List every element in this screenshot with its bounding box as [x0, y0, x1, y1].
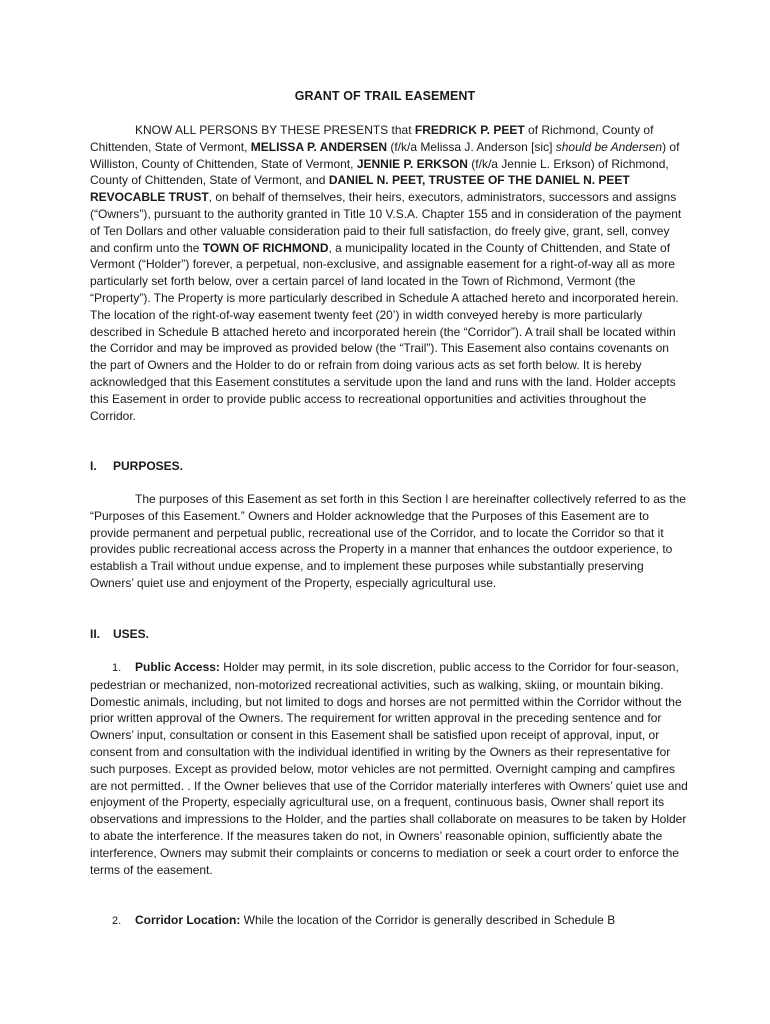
intro-text: (f/k/a Melissa J. Anderson [sic] [387, 139, 556, 154]
intro-text: ) of Williston, County of Chittenden, State of Vermont, [90, 139, 680, 171]
section-heading-uses [90, 627, 149, 641]
purposes-paragraph: The purposes of this Easement as set forth in this Section I are hereinafter collectively referred to as the “Purposes of this Easement.” Owners and Holder acknowledge that the Purposes of this Easement are to provide permanent and perpetual public, recreational use of the Corridor, and to locate the Corridor so that it provides public recreational access across the Property in a manner that enhances the outdoor experience, to establish a Trail without undue expense, and to implement these purposes while substantially preserving Owners’ quiet use and enjoyment of the Property, especially agricultural use. [90, 492, 686, 590]
intro-text: KNOW ALL PERSONS BY THESE PRESENTS that [135, 123, 415, 137]
intro-text: , a municipality located in the County of Chittenden, and State of Vermont (“Holder”) forever, a perpetual, non-exclusive, and assignable easement for a right-of-way all as more particularly set forth below, over a certain parcel of land located in the Town of Richmond, Vermont (the “Property”). The Property is more particularly described in Schedule A attached hereto and incorporated herein. The location of the right-of-way easement twenty feet (20’) in width conveyed hereby is more particularly described in Schedule B attached hereto and incorporated herein (the “Corridor”). A trail shall be located within the Corridor and may be improved as provided below (the “Trail”). This Easement also contains covenants on the part of Owners and the Holder to do or refrain from doing various acts as set forth below. It is hereby acknowledged that this Easement constitutes a servitude upon the land and runs with the land. Holder accepts this Easement in order to provide public access to recreational opportunities and activities throughout the Corridor. [90, 240, 679, 423]
intro-text: (f/k/a Jennie L. Erkson) of Richmond, County of Chittenden, State of Vermont, and [90, 156, 669, 188]
item-title: Public Access: [135, 660, 220, 674]
item-text: Holder may permit, in its sole discretion, public access to the Corridor for four-season, pedestrian or mechanized, non-motorized recreational activities, such as walking, skiing, or mountain biking. Domestic animals, including, but not limited to dogs and horses are not permitted within the Corridor without the prior written approval of the Owners. The requirement for written approval in the preceding sentence and for Owners’ input, consultation or consent in this Easement shall be satisfied upon receipt of approval, input, or consent from and consultation with the individual identified in writing by the Owners as their representative for such purposes. Except as provided below, motor vehicles are not permitted. Overnight camping and campfires are not permitted. . If the Owner believes that use of the Corridor materially interferes with Owners’ quiet use and enjoyment of the Property, especially agricultural use, on a frequent, continuous basis, Owner shall report its observations and impressions to the Holder, and the parties shall collaborate on measures to be taken by Holder to abate the interference. If the measures taken do not, in Owners’ reasonable opinion, sufficiently abate the interference, Owners may submit their complaints or concerns to mediation or seek a court order to enforce the terms of the easement. [90, 660, 688, 877]
item-number: 1. [112, 662, 122, 674]
section-heading-purposes [90, 459, 183, 473]
uses-item-corridor-location [90, 912, 688, 930]
party-name: DANIEL N. PEET, TRUSTEE OF THE DANIEL N. PEET REVOCABLE TRUST [90, 173, 630, 205]
section-title: USES. [113, 627, 150, 641]
uses-item-public-access [90, 659, 688, 878]
item-number: 2. [112, 915, 122, 927]
document-title: GRANT OF TRAIL EASEMENT [294, 89, 476, 103]
party-name: FREDRICK P. PEET [414, 123, 525, 137]
party-name: MELISSA P. ANDERSEN [250, 139, 388, 154]
section-title: PURPOSES. [113, 459, 184, 473]
intro-text: of Richmond, County of Chittenden, State of Vermont, [90, 123, 654, 154]
party-name: JENNIE P. ERKSON [356, 156, 468, 171]
section-number: I. [90, 459, 97, 473]
holder-name: TOWN OF RICHMOND [202, 240, 329, 255]
section-number: II. [90, 627, 101, 641]
correction-note: should be Andersen [555, 139, 663, 154]
item-text: While the location of the Corridor is generally described in Schedule B [240, 913, 616, 927]
intro-paragraph [90, 122, 688, 424]
item-title: Corridor Location: [135, 913, 241, 927]
intro-text: , on behalf of themselves, their heirs, executors, administrators, successors and assigns (“Owners”), pursuant to the authority granted in Title 10 V.S.A. Chapter 155 and in consideration of the payment of Ten Dollars and other valuable consideration paid to their full satisfaction, do freely give, grant, sell, convey and confirm unto the [90, 190, 682, 255]
